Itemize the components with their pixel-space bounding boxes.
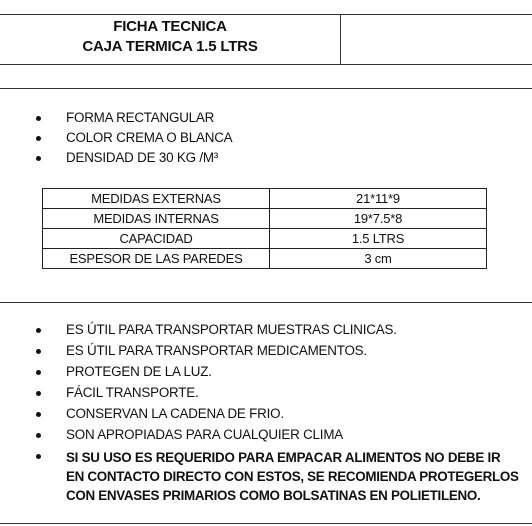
list-item: ES ÚTIL PARA TRANSPORTAR MEDICAMENTOS. xyxy=(66,343,526,364)
list-item: COLOR CREMA O BLANCA xyxy=(66,130,232,150)
spec-label: CAPACIDAD xyxy=(43,229,270,249)
bullet-icon xyxy=(36,433,41,438)
list-item: PROTEGEN DE LA LUZ. xyxy=(66,364,526,385)
spec-value: 3 cm xyxy=(270,249,487,269)
list-item: FÁCIL TRANSPORTE. xyxy=(66,385,526,406)
document-title: FICHA TECNICA xyxy=(113,18,227,35)
bullet-icon xyxy=(36,370,41,375)
section-rule-2 xyxy=(0,302,532,303)
note-line: EN CONTACTO DIRECTO CON ESTOS, SE RECOMIENDA PROTEGERLOS xyxy=(66,469,519,484)
spec-value: 1.5 LTRS xyxy=(270,229,487,249)
document-subtitle: CAJA TERMICA 1.5 LTRS xyxy=(82,38,258,55)
bullet-icon xyxy=(36,391,41,396)
section-rule-1 xyxy=(0,88,532,89)
spec-value: 19*7.5*8 xyxy=(270,209,487,229)
food-packaging-note xyxy=(66,448,526,505)
table-row xyxy=(43,229,487,249)
spec-label: ESPESOR DE LAS PAREDES xyxy=(43,249,270,269)
list-item: SON APROPIADAS PARA CUALQUIER CLIMA xyxy=(66,427,526,448)
spec-value: 21*11*9 xyxy=(270,189,487,209)
bullet-icon xyxy=(36,136,41,141)
bullet-icon xyxy=(36,412,41,417)
list-item: CONSERVAN LA CADENA DE FRIO. xyxy=(66,406,526,427)
note-line: CON ENVASES PRIMARIOS COMO BOLSATINAS EN POLIETILENO. xyxy=(66,488,481,503)
bullet-icon xyxy=(36,349,41,354)
note-line: SI SU USO ES REQUERIDO PARA EMPACAR ALIMENTOS NO DEBE IR xyxy=(66,450,501,465)
list-item: FORMA RECTANGULAR xyxy=(66,110,232,130)
top-rule xyxy=(0,14,532,15)
bullet-icon xyxy=(36,454,41,459)
table-row xyxy=(43,189,487,209)
table-row xyxy=(43,249,487,269)
title-block xyxy=(0,16,532,60)
list-item: DENSIDAD DE 30 KG /M³ xyxy=(66,150,232,170)
list-item: ES ÚTIL PARA TRANSPORTAR MUESTRAS CLINICAS. xyxy=(66,322,526,343)
bottom-rule xyxy=(0,523,532,524)
spec-label: MEDIDAS INTERNAS xyxy=(43,209,270,229)
specs-table xyxy=(42,188,487,269)
feature-list xyxy=(66,110,232,170)
spec-label: MEDIDAS EXTERNAS xyxy=(43,189,270,209)
bullet-icon xyxy=(36,116,41,121)
table-row xyxy=(43,209,487,229)
bullet-icon xyxy=(36,328,41,333)
bullet-icon xyxy=(36,156,41,161)
title-bottom-rule xyxy=(0,64,532,65)
uses-list xyxy=(66,322,526,505)
